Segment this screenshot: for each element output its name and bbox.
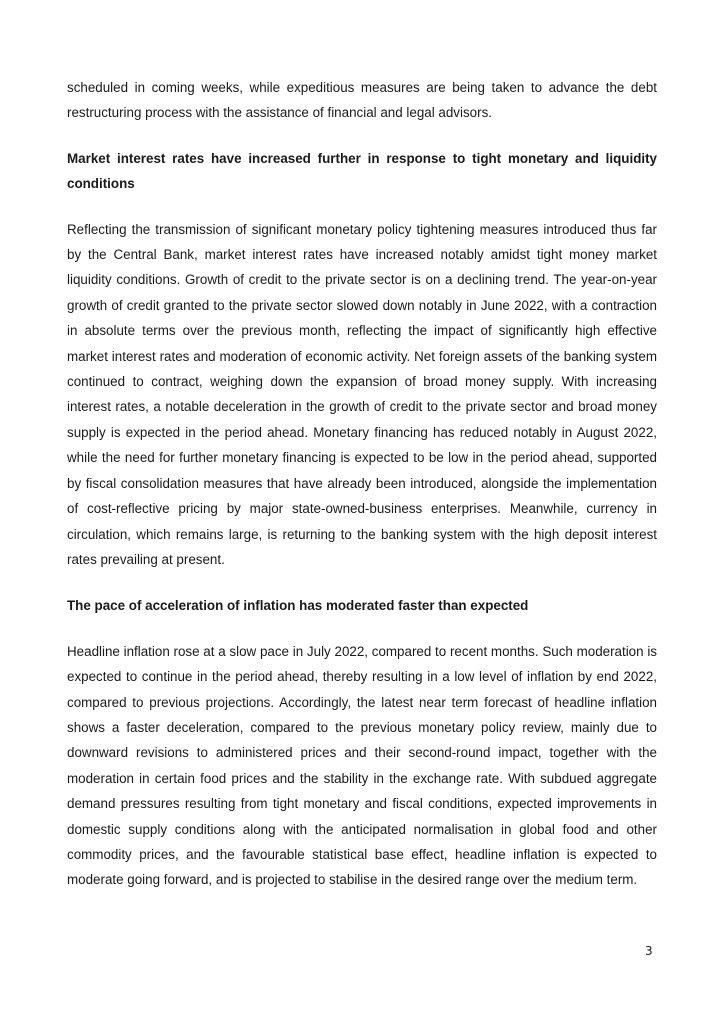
page-number: 3 <box>645 944 653 958</box>
section-body-inflation: Headline inflation rose at a slow pace in July 2022, compared to recent months. Such moderation is expected to continue in the period ahead, thereby resulting in a low level of inflation by end 2022, compared to previous projections. Accordingly, the latest near term forecast of headline inflation shows a faster deceleration, compared to the previous monetary policy review, mainly due to downward revisions to administered prices and their second-round impact, together with the moderation in certain food prices and the stability in the exchange rate. With subdued aggregate demand pressures resulting from tight monetary and fiscal conditions, expected improvements in domestic supply conditions along with the anticipated normalisation in global food and other commodity prices, and the favourable statistical base effect, headline inflation is expected to moderate going forward, and is projected to stabilise in the desired range over the medium term. <box>67 643 657 888</box>
section-heading-inflation: The pace of acceleration of inflation has moderated faster than expected <box>67 598 529 614</box>
section-heading-interest-rates: Market interest rates have increased further in response to tight monetary and liquidity conditions <box>67 150 657 192</box>
continuation-paragraph: scheduled in coming weeks, while expeditious measures are being taken to advance the debt restructuring process with the assistance of financial and legal advisors. <box>67 80 657 121</box>
section-body-interest-rates: Reflecting the transmission of significant monetary policy tightening measures introduced thus far by the Central Bank, market interest rates have increased notably amidst tight money market liquidity conditions. Growth of credit to the private sector is on a declining trend. The year-on-year growth of credit granted to the private sector slowed down notably in June 2022, with a contraction in absolute terms over the previous month, reflecting the impact of significantly high effective market interest rates and moderation of economic activity. Net foreign assets of the banking system continued to contract, weighing down the expansion of broad money supply. With increasing interest rates, a notable deceleration in the growth of credit to the private sector and broad money supply is expected in the period ahead. Monetary financing has reduced notably in August 2022, while the need for further monetary financing is expected to be low in the period ahead, supported by fiscal consolidation measures that have already been introduced, alongside the implementation of cost-reflective pricing by major state-owned-business enterprises. Meanwhile, currency in circulation, which remains large, is returning to the banking system with the high deposit interest rates prevailing at present. <box>67 221 657 567</box>
page-content <box>67 75 657 893</box>
